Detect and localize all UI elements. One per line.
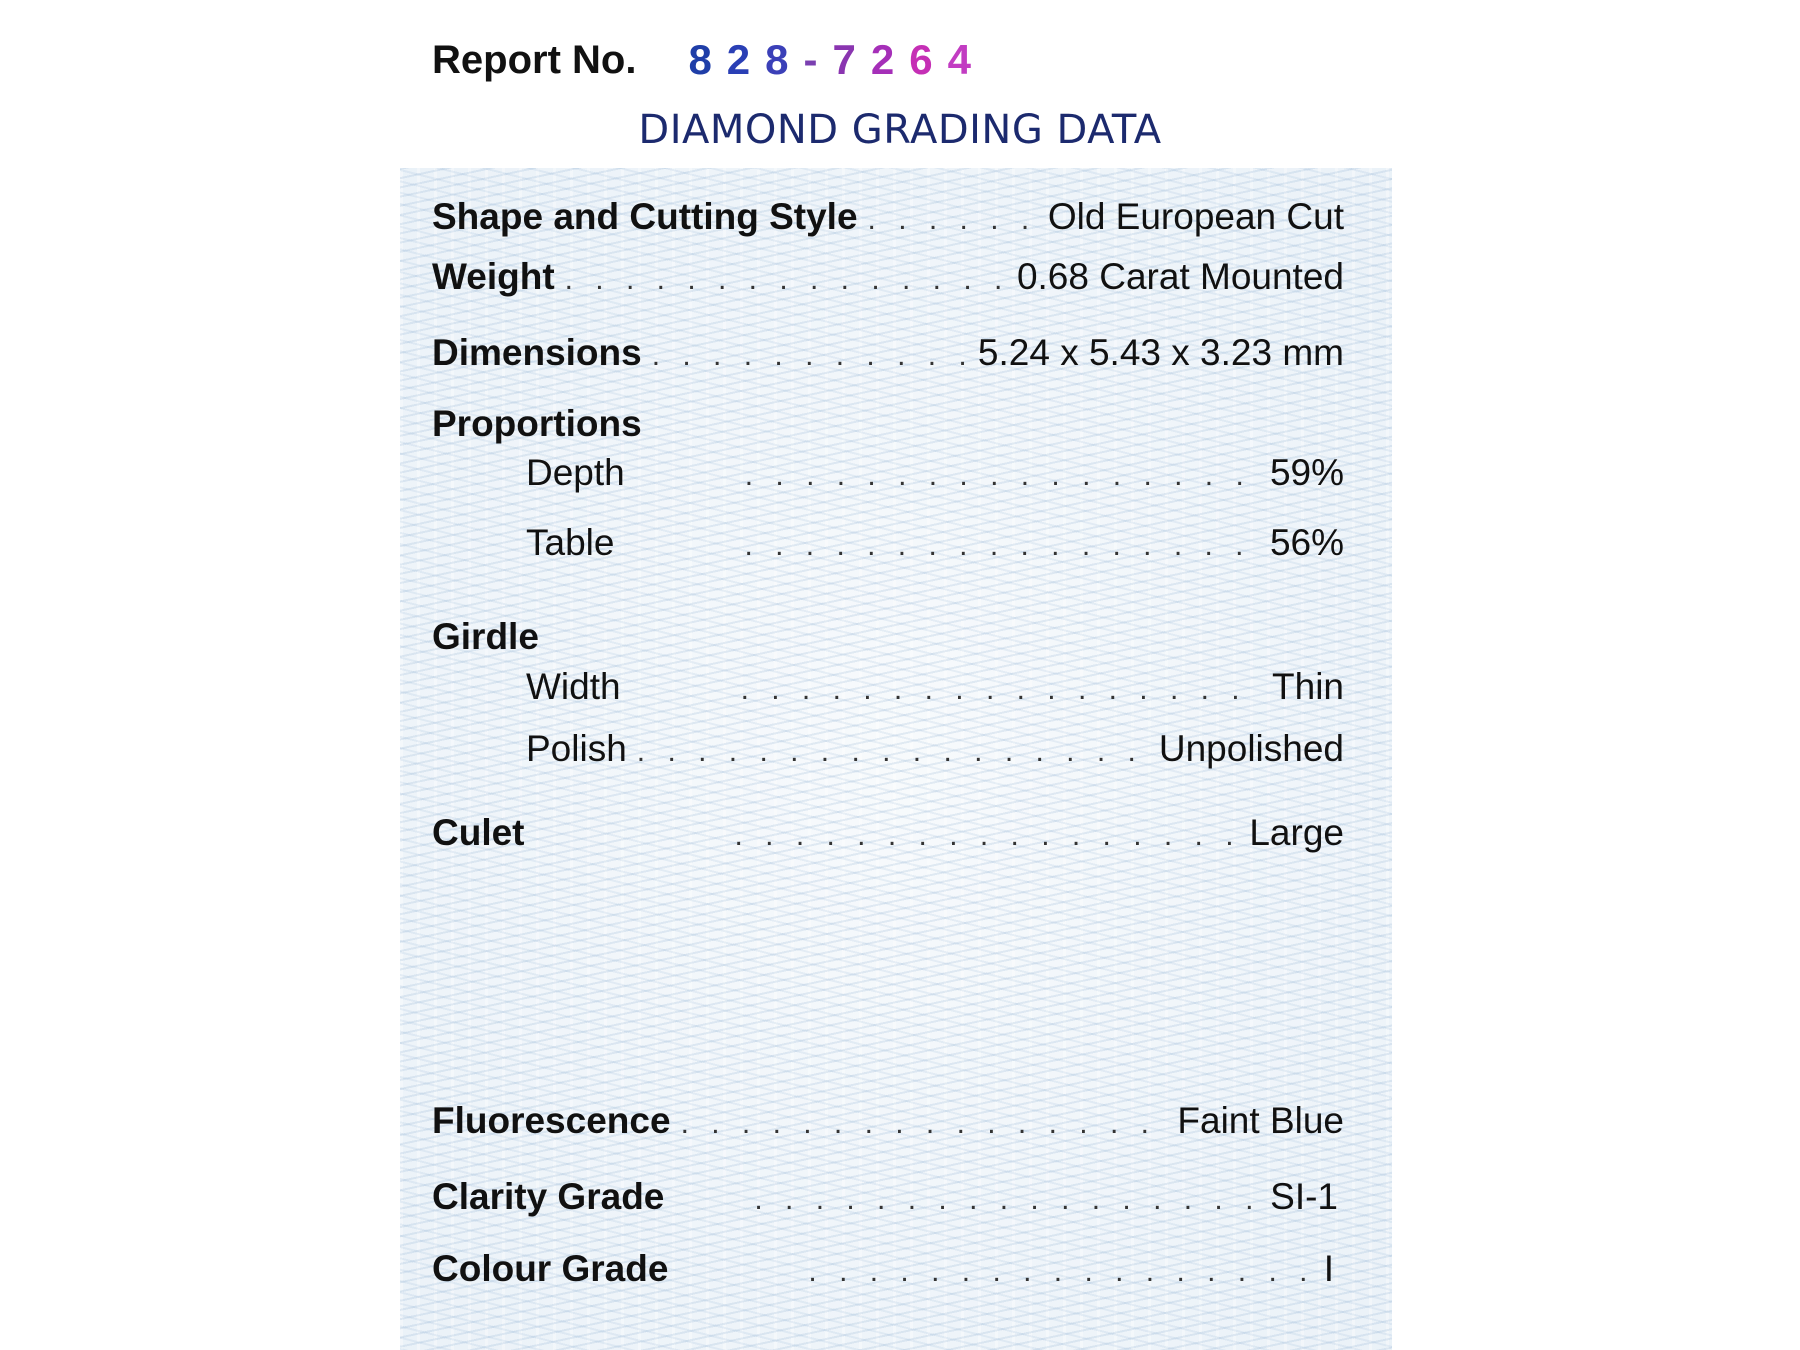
width-row [432,666,1344,714]
width-value: Thin [1272,666,1344,707]
table-row [432,522,1344,570]
colour-row [432,1248,1344,1296]
fluorescence-label: Fluorescence [432,1100,671,1141]
leader-dots [745,459,1260,493]
leader-dots [652,339,968,373]
leader-dots [735,819,1240,853]
polish-row [432,728,1344,776]
weight-label: Weight [432,256,555,297]
report-number-digit: - [803,36,818,83]
depth-label: Depth [526,452,625,493]
girdle-heading: Girdle [432,616,539,657]
leader-dots [565,263,1007,297]
leader-dots [637,735,1149,769]
report-number-digit: 2 [726,36,751,83]
shape-label: Shape and Cutting Style [432,196,858,237]
dimensions-value: 5.24 x 5.43 x 3.23 mm [977,332,1344,373]
dimensions-row [432,332,1344,380]
culet-value: Large [1249,812,1344,853]
leader-dots [681,1107,1168,1141]
weight-row [432,256,1344,304]
colour-value: I [1323,1248,1334,1289]
polish-value: Unpolished [1158,728,1344,769]
colour-label: Colour Grade [432,1248,669,1289]
depth-value: 59% [1269,452,1344,493]
table-label: Table [526,522,615,563]
depth-row [432,452,1344,500]
leader-dots [808,1255,1313,1289]
shape-row [432,196,1344,244]
report-number-digit: 8 [688,36,712,83]
clarity-row [432,1176,1344,1224]
culet-row [432,812,1344,860]
polish-label: Polish [526,728,627,769]
report-number-value [688,36,986,84]
fluorescence-row [432,1100,1344,1148]
report-number-digit: 4 [947,36,971,83]
report-number-line [432,30,986,90]
fluorescence-value: Faint Blue [1177,1100,1344,1141]
report-number-digit: 6 [909,36,933,83]
dimensions-label: Dimensions [432,332,642,373]
report-number-label: Report No. [432,37,637,82]
clarity-label: Clarity Grade [432,1176,665,1217]
table-value: 56% [1269,522,1344,563]
document-title: DIAMOND GRADING DATA [638,107,1162,153]
report-number-digit: 8 [765,36,789,83]
leader-dots [741,673,1262,707]
leader-dots [868,203,1038,237]
report-number-digit: 7 [832,36,856,83]
leader-dots [744,529,1259,563]
report-number-digit: 2 [870,36,895,83]
proportions-heading: Proportions [432,403,642,444]
clarity-value: SI-1 [1270,1176,1338,1217]
leader-dots [754,1183,1260,1217]
width-label: Width [526,666,621,707]
shape-value: Old European Cut [1047,196,1344,237]
culet-label: Culet [432,812,525,853]
weight-value: 0.68 Carat Mounted [1016,256,1344,297]
